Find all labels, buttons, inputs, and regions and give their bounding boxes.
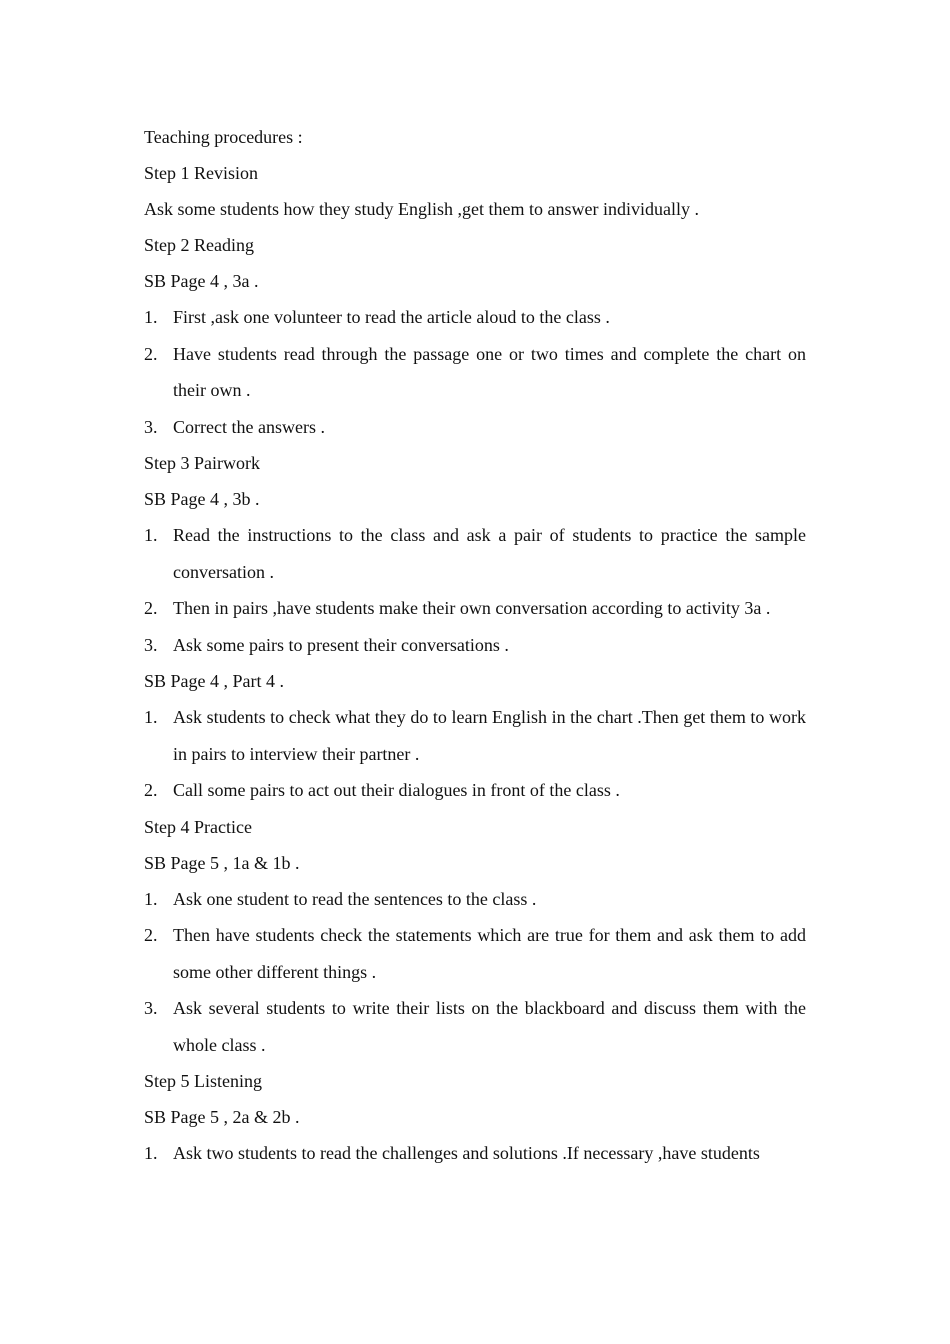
page-reference: SB Page 5 , 2a & 2b . xyxy=(144,1107,300,1127)
list-number: 1. xyxy=(144,707,158,727)
list-item xyxy=(144,517,806,590)
list-text: Ask some pairs to present their conversations . xyxy=(173,634,509,655)
step-heading: Step 3 Pairwork xyxy=(144,453,260,473)
list-text: Call some pairs to act out their dialogues in front of the class . xyxy=(173,780,620,800)
step-heading: Step 4 Practice xyxy=(144,816,252,837)
list-item xyxy=(144,990,806,1063)
page-reference: SB Page 4 , 3a . xyxy=(144,271,259,291)
page-reference: SB Page 4 , 3b . xyxy=(144,489,260,509)
list-text: Ask one student to read the sentences to the class . xyxy=(173,888,537,909)
list-number: 2. xyxy=(144,598,158,618)
list-number: 1. xyxy=(144,888,158,909)
list-text: Have students read through the passage one or two times and complete the chart on their own . xyxy=(173,343,806,400)
step-heading: Step 1 Revision xyxy=(144,163,259,183)
list-text: Ask two students to read the challenges and solutions .If necessary ,have students xyxy=(173,1143,760,1163)
list-text: Then in pairs ,have students make their own conversation according to activity 3a . xyxy=(173,598,771,618)
list-item xyxy=(144,881,806,918)
list-text: Read the instructions to the class and ask a pair of students to practice the sample conversation . xyxy=(173,525,806,582)
list-item xyxy=(144,409,806,446)
list-text: Then have students check the statements which are true for them and ask them to add some other different things . xyxy=(173,925,806,982)
list-item xyxy=(144,336,806,409)
list-item xyxy=(144,627,806,664)
list-number: 2. xyxy=(144,925,158,945)
list-text: Ask several students to write their lists on the blackboard and discuss them with the whole class . xyxy=(173,998,806,1055)
step-heading: Step 5 Listening xyxy=(144,1071,262,1091)
list-item xyxy=(144,590,806,627)
list-number: 1. xyxy=(144,1143,158,1163)
list-item xyxy=(144,772,806,809)
list-item xyxy=(144,917,806,990)
list-number: 3. xyxy=(144,998,158,1018)
list-text: First ,ask one volunteer to read the article aloud to the class . xyxy=(173,307,610,327)
list-item xyxy=(144,1135,806,1172)
list-number: 3. xyxy=(144,416,158,437)
page-reference: SB Page 5 , 1a & 1b . xyxy=(144,852,300,873)
section-heading: Teaching procedures : xyxy=(144,127,303,147)
list-item xyxy=(144,699,806,772)
list-item xyxy=(144,299,806,336)
page-reference: SB Page 4 , Part 4 . xyxy=(144,671,285,691)
list-number: 3. xyxy=(144,634,158,655)
document-page xyxy=(144,119,806,1172)
list-number: 2. xyxy=(144,780,158,800)
list-number: 1. xyxy=(144,307,158,327)
list-text: Ask students to check what they do to learn English in the chart .Then get them to work in pairs to interview their partner . xyxy=(173,707,806,764)
list-text: Correct the answers . xyxy=(173,416,325,437)
paragraph: Ask some students how they study English ,get them to answer individually . xyxy=(144,199,699,219)
list-number: 1. xyxy=(144,525,158,545)
step-heading: Step 2 Reading xyxy=(144,235,254,255)
list-number: 2. xyxy=(144,343,158,364)
